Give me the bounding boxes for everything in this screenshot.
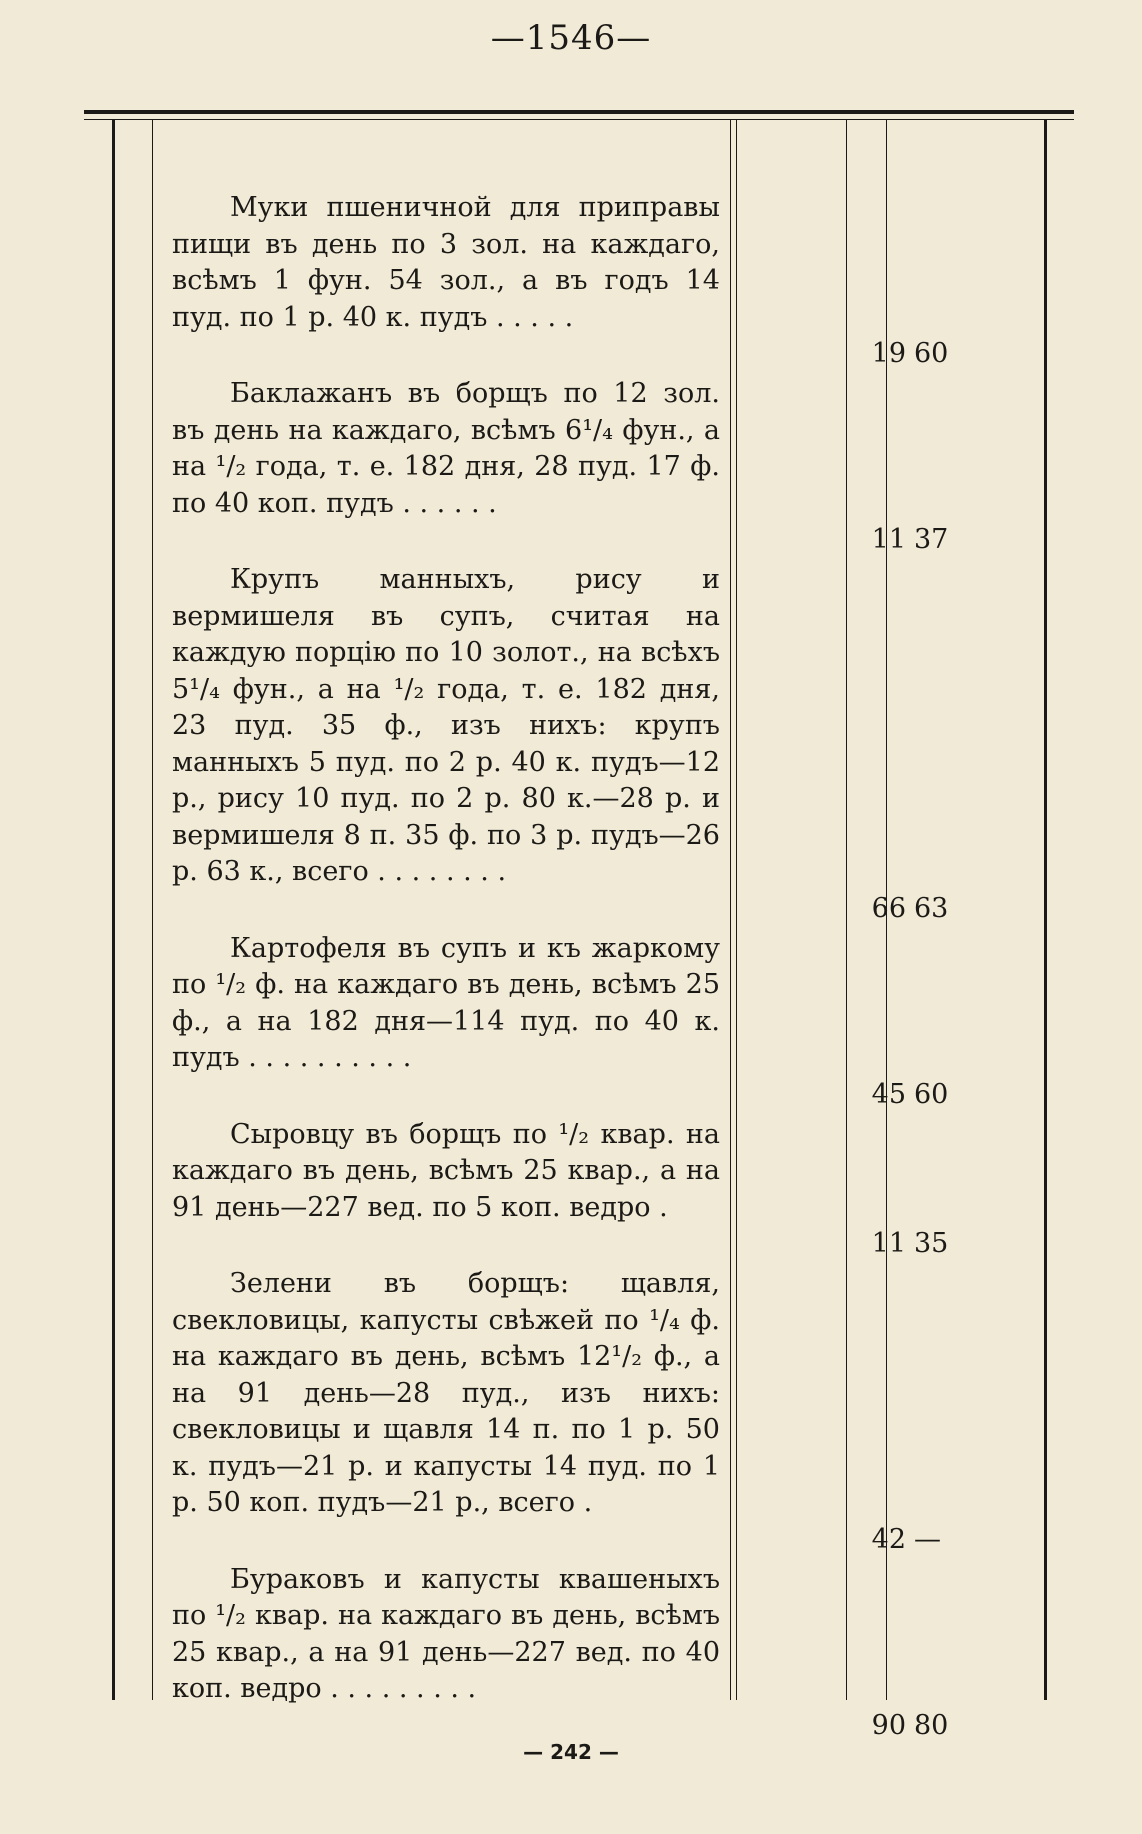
amount-column-line xyxy=(730,120,731,1700)
amount-kopecks: — xyxy=(914,1523,941,1555)
amount-rubles: 90 xyxy=(871,1709,906,1741)
entry-potatoes xyxy=(172,931,949,1110)
amount-rubles: 42 xyxy=(871,1523,906,1555)
amount-rubles: 45 xyxy=(871,1078,906,1110)
amount-rubles: 19 xyxy=(871,338,906,369)
amount-rubles: 11 xyxy=(871,1228,906,1259)
amount-column-line-double xyxy=(736,120,737,1700)
entry-beets-cabbage xyxy=(172,1562,949,1741)
amount-kopecks: 60 xyxy=(914,1078,949,1110)
amount-kopecks: 63 xyxy=(914,892,949,924)
entry-text: Сыровцу въ борщъ по ¹/₂ квар. на каждаго въ день, всѣмъ 25 квар., а на 91 день—227 вед. по 5 коп. ведро . xyxy=(172,1118,720,1223)
entries-list xyxy=(172,190,949,1748)
entry-syrovets xyxy=(172,1117,949,1259)
page-footer-number: — 242 — xyxy=(523,1740,619,1764)
amount-kopecks: 37 xyxy=(914,524,949,555)
amount-rubles: 66 xyxy=(871,892,906,924)
right-border-line xyxy=(1044,120,1047,1700)
left-border-line xyxy=(112,120,115,1700)
entry-groats xyxy=(172,562,949,924)
rub-kop-divider xyxy=(846,120,847,1700)
entry-text: Картофеля въ супъ и къ жаркому по ¹/₂ ф. на каждаго въ день, всѣмъ 25 ф., а на 182 дня—114 пуд. по 40 к. пудъ . . . . . . . . . . xyxy=(172,932,720,1073)
entry-greens xyxy=(172,1266,941,1555)
top-rule xyxy=(84,110,1074,114)
amount-kopecks: 35 xyxy=(914,1228,949,1259)
entry-eggplant xyxy=(172,376,949,555)
page-header-number: —1546— xyxy=(490,18,652,58)
entry-text: Муки пшеничной для приправы пищи въ день по 3 зол. на каждаго, всѣмъ 1 фун. 54 зол., а въ годъ 14 пуд. по 1 р. 40 к. пудъ . . . . . xyxy=(172,192,720,333)
entry-text: Баклажанъ въ борщъ по 12 зол. въ день на каждаго, всѣмъ 6¹/₄ фун., а на ¹/₂ года, т. е. 182 дня, 28 пуд. 17 ф. по 40 коп. пудъ . . . . . . xyxy=(172,378,720,519)
entry-text: Бураковъ и капусты квашеныхъ по ¹/₂ квар. на каждаго въ день, всѣмъ 25 квар., а на 91 день—227 вед. по 40 коп. ведро . . . . . . . . . xyxy=(172,1563,720,1704)
amount-rubles: 11 xyxy=(871,524,906,555)
text-margin-line xyxy=(152,120,153,1700)
second-rule xyxy=(84,119,1074,120)
entry-text: Зелени въ борщъ: щавля, свекловицы, капусты свѣжей по ¹/₄ ф. на каждаго въ день, всѣмъ 12¹/₂ ф., а на 91 день—28 пуд., изъ нихъ: свекловицы и щавля 14 п. по 1 р. 50 к. пудъ—21 р. и капусты 14 пуд. по 1 р. 50 коп. пудъ—21 р., всего . xyxy=(172,1268,720,1518)
entry-flour xyxy=(172,190,949,369)
entry-text: Крупъ манныхъ, рису и вермишеля въ супъ, считая на каждую порцію по 10 золот., на всѣхъ 5¹/₄ фун., а на ¹/₂ года, т. е. 182 дня, 23 пуд. 35 ф., изъ нихъ: крупъ манныхъ 5 пуд. по 2 р. 40 к. пудъ—12 р., рису 10 пуд. по 2 р. 80 к.—28 р. и вермишеля 8 п. 35 ф. по 3 р. пудъ—26 р. 63 к., всего . . . . . . . . xyxy=(172,564,720,887)
amount-kopecks: 60 xyxy=(914,338,949,369)
amount-kopecks: 80 xyxy=(914,1709,949,1741)
